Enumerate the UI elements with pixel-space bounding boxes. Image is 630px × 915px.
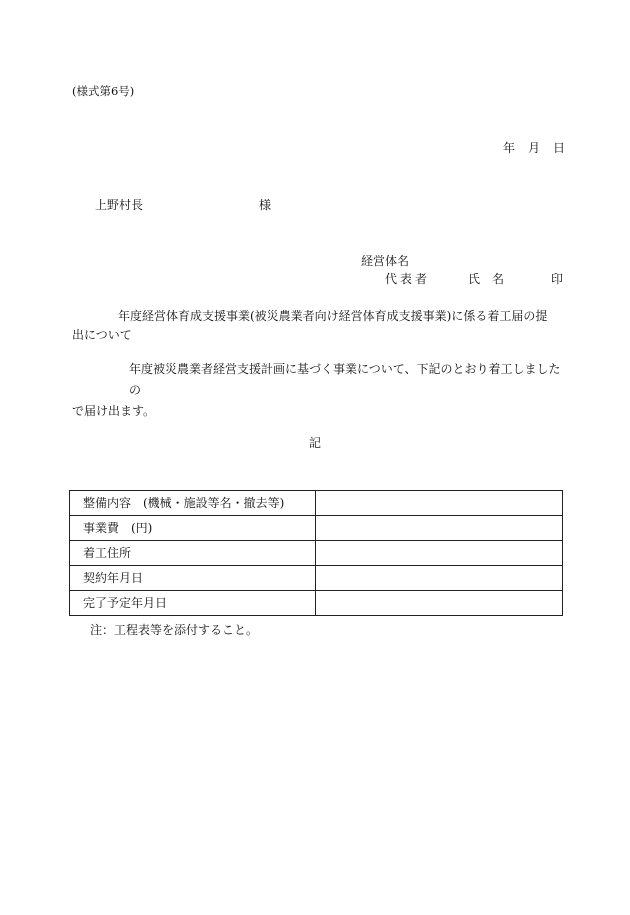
table-row-label: 契約年月日 [70, 566, 316, 591]
ki-heading: 記 [309, 436, 322, 450]
table-row [70, 541, 563, 566]
table-row [70, 491, 563, 516]
date-year-label: 年 [503, 141, 516, 155]
entity-name-label: 経営体名 [361, 254, 410, 268]
date-day-label: 日 [553, 141, 566, 155]
table-row-label: 完了予定年月日 [70, 591, 316, 616]
representative-name-label: 氏 名 [468, 272, 505, 286]
subject-line-1: 年度経営体育成支援事業(被災農業者向け経営体育成支援事業)に係る着工届の提 [118, 309, 548, 323]
representative-row [385, 273, 563, 287]
subject-line-2: 出について [72, 328, 132, 342]
subject-title [72, 307, 562, 345]
body-line-1: 年度被災農業者経営支援計画に基づく事業について、下記のとおり着工しましたの [129, 362, 561, 397]
table-row-value[interactable] [316, 591, 563, 616]
date-line [503, 142, 565, 154]
table-row-value[interactable] [316, 566, 563, 591]
seal-label: 印 [551, 272, 564, 286]
table-row-label: 整備内容 (機械・施設等名・撤去等) [70, 491, 316, 516]
table-row-label: 事業費 (円) [70, 516, 316, 541]
table-row [70, 516, 563, 541]
table-row [70, 566, 563, 591]
table-row-value[interactable] [316, 491, 563, 516]
addressee-honorific: 様 [259, 198, 272, 212]
body-paragraph [72, 359, 564, 422]
table-row [70, 591, 563, 616]
date-month-label: 月 [528, 141, 541, 155]
detail-table [69, 490, 563, 616]
footnote: 注：工程表等を添付すること。 [90, 623, 259, 637]
representative-label: 代表者 [385, 272, 431, 286]
table-row-value[interactable] [316, 516, 563, 541]
body-line-2: で届け出ます。 [72, 404, 156, 418]
form-number: (様式第6号) [72, 84, 135, 98]
table-row-label: 着工住所 [70, 541, 316, 566]
table-row-value[interactable] [316, 541, 563, 566]
addressee-name: 上野村長 [95, 198, 144, 212]
